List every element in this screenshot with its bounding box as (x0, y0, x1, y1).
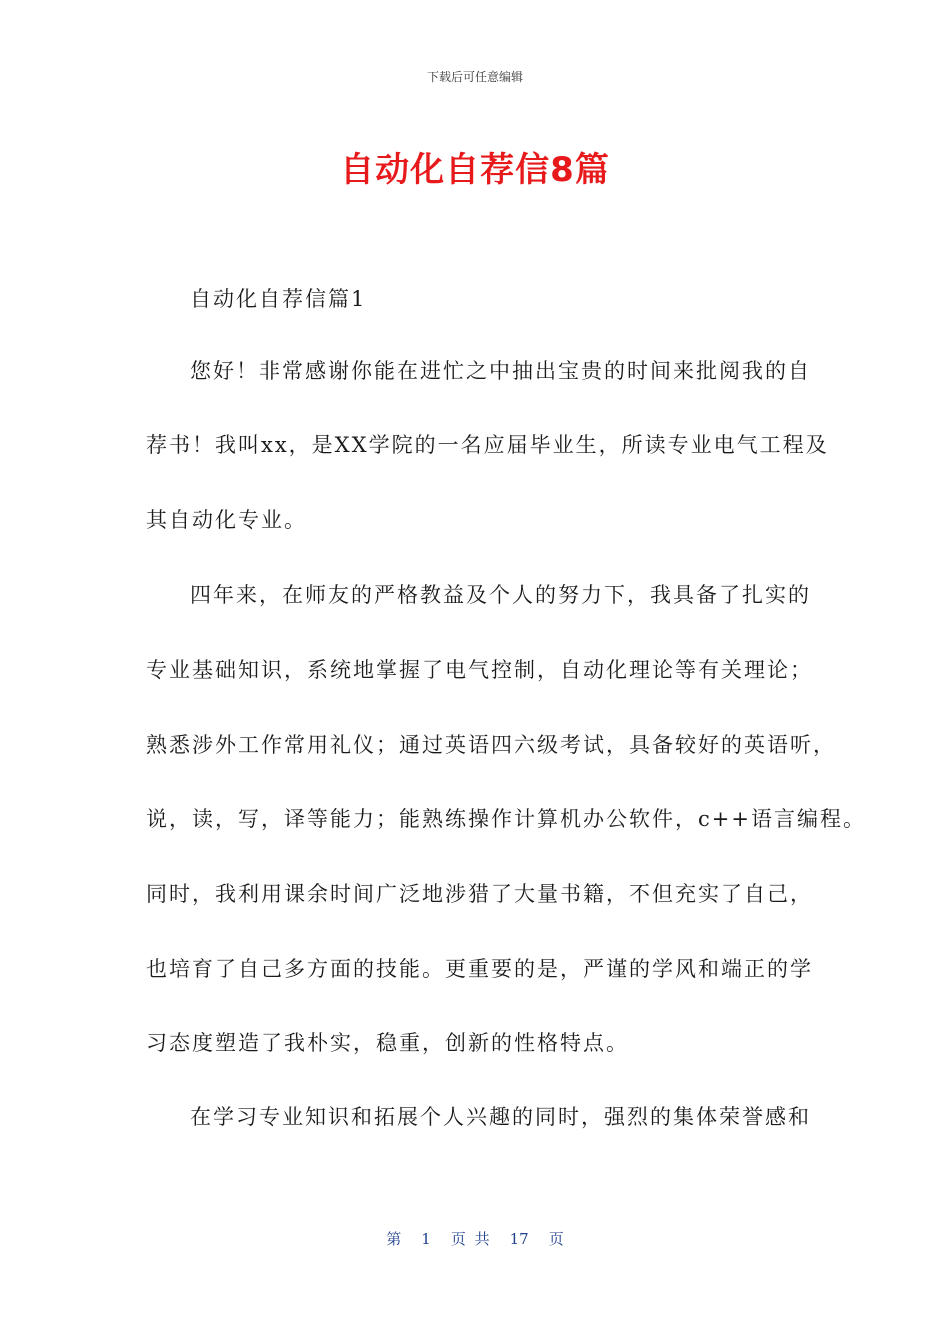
paragraph-line: 四年来，在师友的严格教益及个人的努力下，我具备了扎实的 (190, 583, 811, 607)
document-title: 自动化自荐信8篇 (340, 150, 610, 190)
footer-page-suffix: 页 (548, 1230, 564, 1248)
footer-page-middle: 页 共 (450, 1230, 490, 1248)
paragraph-line: 同时，我利用课余时间广泛地涉猎了大量书籍，不但充实了自己， (146, 882, 813, 906)
footer-page-number: 1 (421, 1230, 431, 1248)
paragraph-line: 习态度塑造了我朴实，稳重，创新的性格特点。 (146, 1031, 629, 1055)
paragraph-line: 其自动化专业。 (146, 508, 307, 532)
section-heading: 自动化自荐信篇1 (190, 287, 367, 311)
footer-page-prefix: 第 (386, 1230, 402, 1248)
header-note: 下载后可任意编辑 (426, 70, 523, 84)
page-footer (0, 1228, 950, 1249)
paragraph-line: 说，读，写，译等能力；能熟练操作计算机办公软件，c++语言编程。 (146, 807, 866, 831)
paragraph-line: 也培育了自己多方面的技能。更重要的是，严谨的学风和端正的学 (146, 957, 813, 981)
paragraph-line: 在学习专业知识和拓展个人兴趣的同时，强烈的集体荣誉感和 (190, 1105, 811, 1129)
paragraph-line: 您好！非常感谢你能在进忙之中抽出宝贵的时间来批阅我的自 (190, 359, 811, 383)
paragraph-line: 熟悉涉外工作常用礼仪；通过英语四六级考试，具备较好的英语听， (146, 733, 836, 757)
footer-page-total: 17 (509, 1230, 529, 1248)
paragraph-line: 荐书！我叫xx，是XX学院的一名应届毕业生，所读专业电气工程及 (146, 433, 829, 457)
paragraph-line: 专业基础知识，系统地掌握了电气控制，自动化理论等有关理论； (146, 658, 813, 682)
